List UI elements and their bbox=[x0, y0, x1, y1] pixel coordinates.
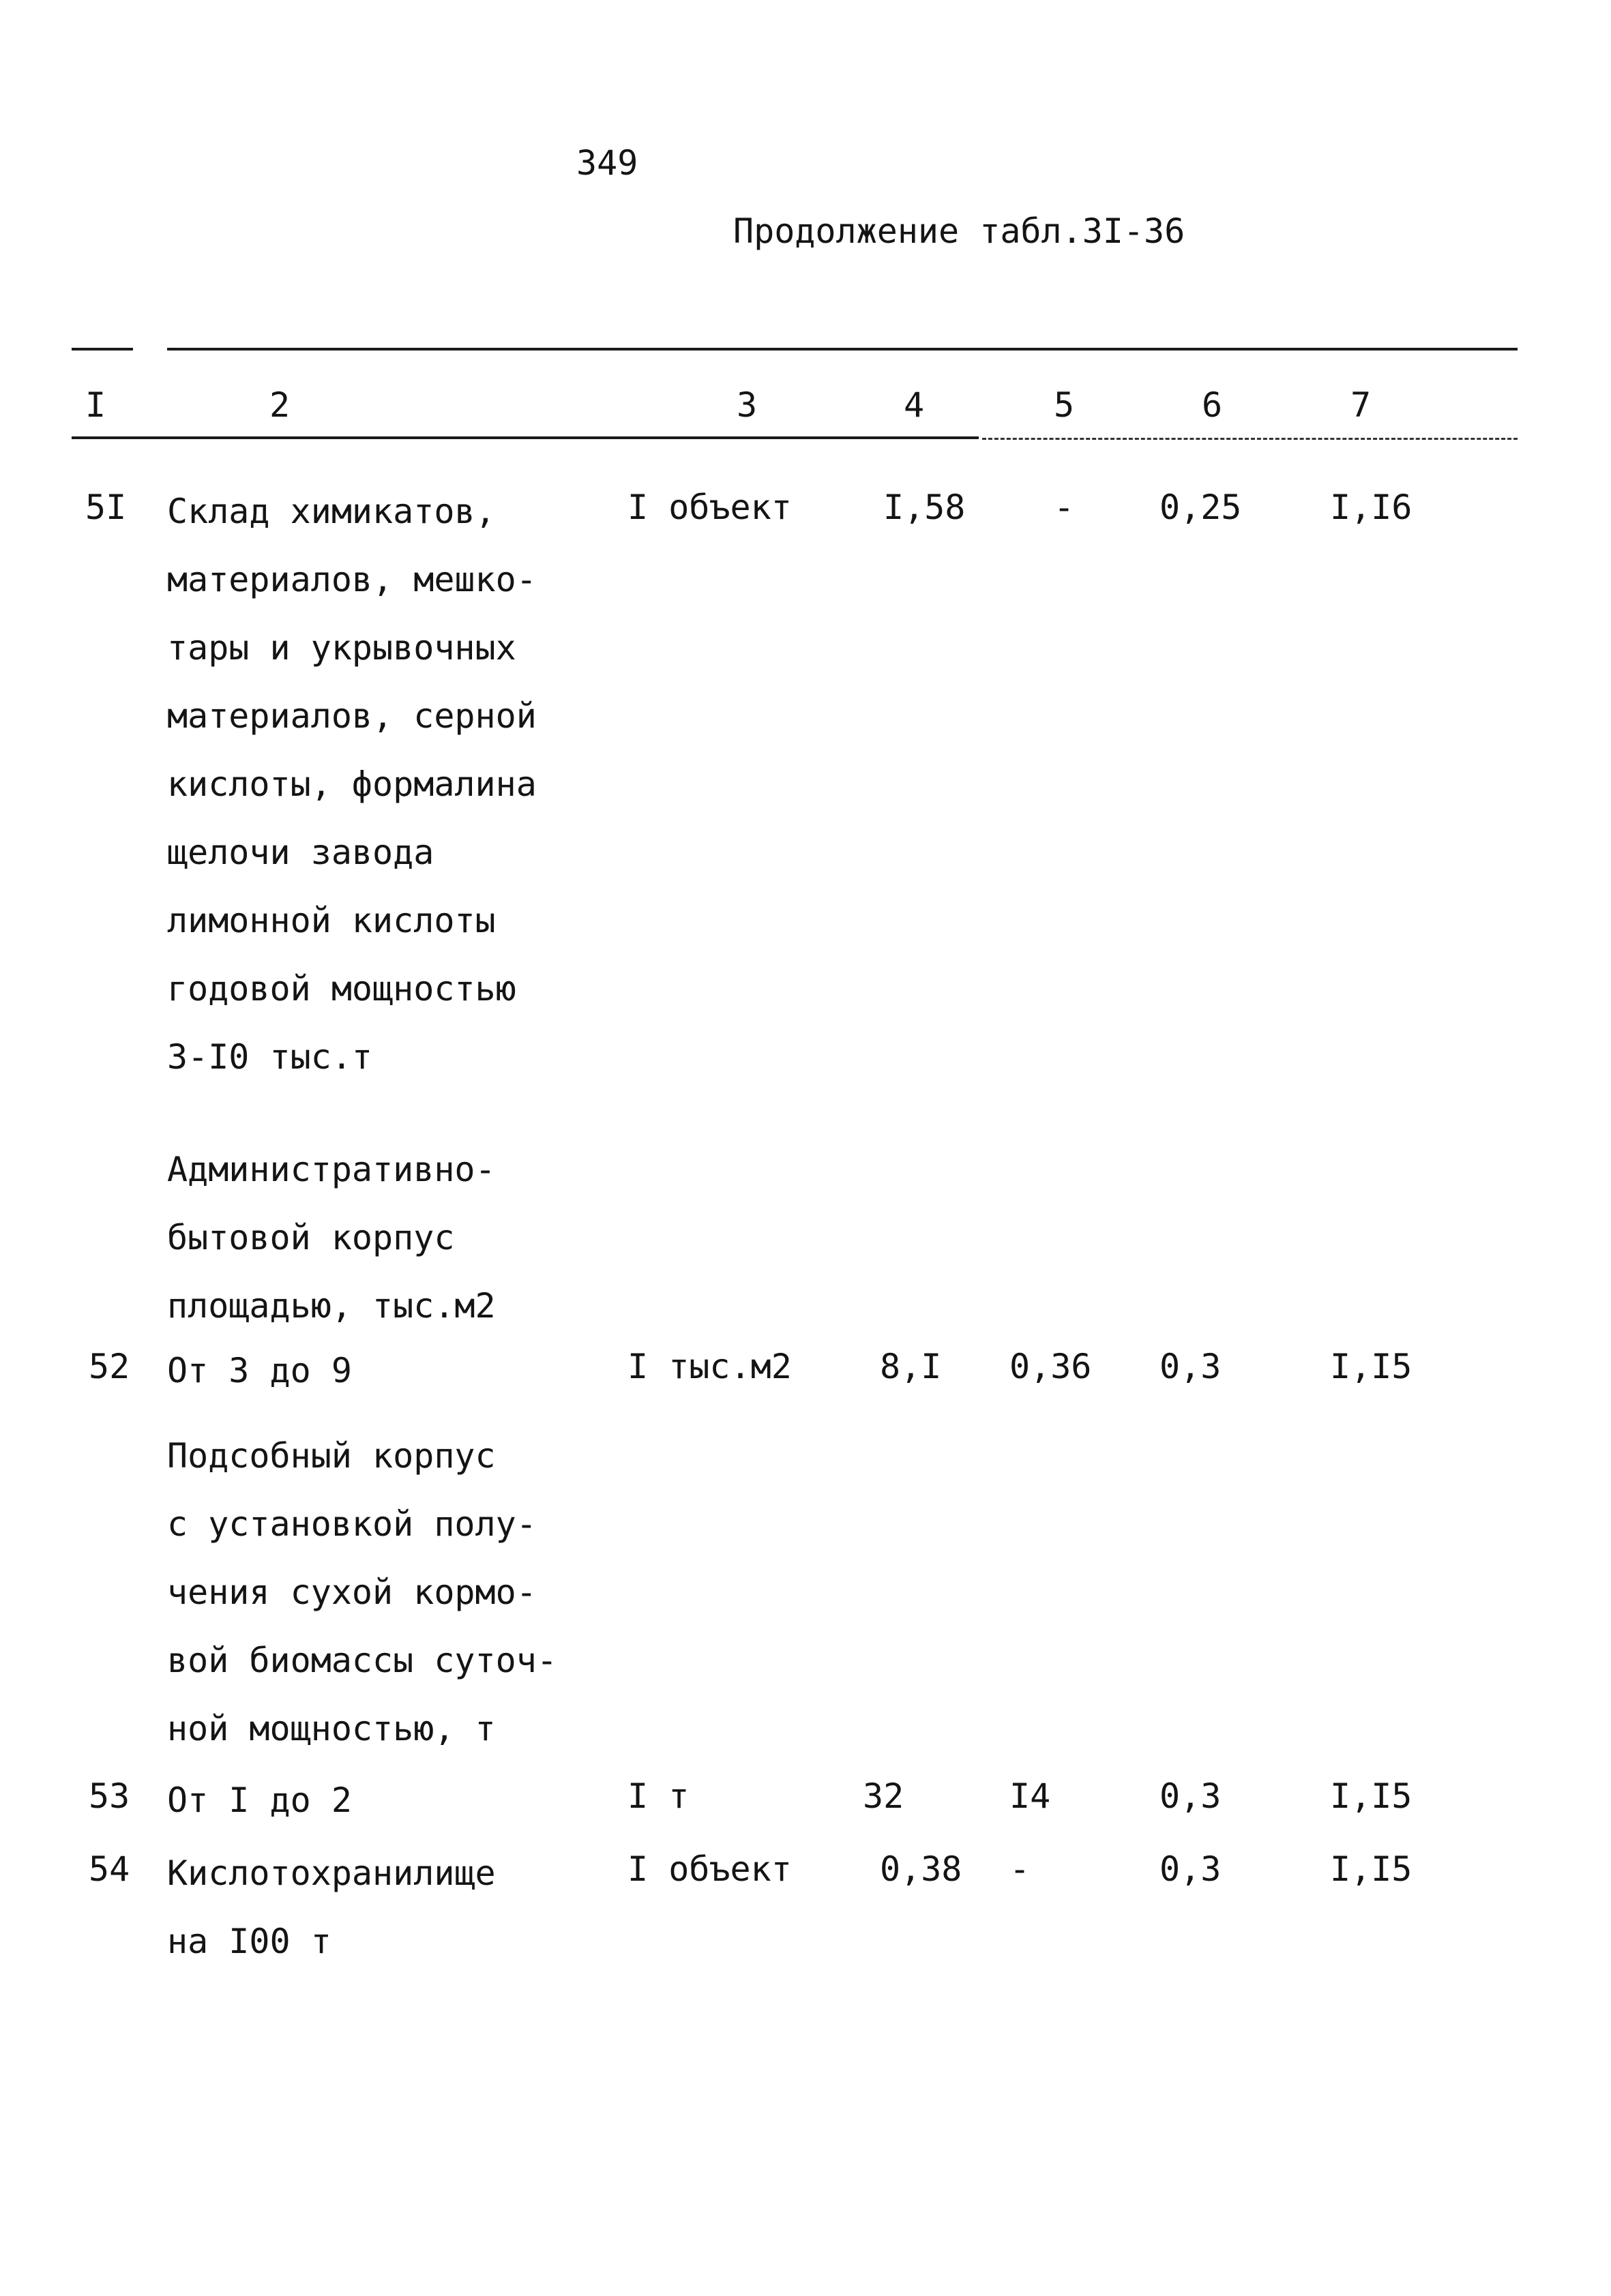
col6-cell: 0,3 bbox=[1159, 1849, 1222, 1889]
row-number: 53 bbox=[89, 1776, 130, 1816]
table-top-rule bbox=[72, 348, 133, 351]
row-description bbox=[167, 1337, 590, 1405]
group-heading bbox=[167, 1135, 590, 1340]
header-col-6: 6 bbox=[1202, 385, 1223, 425]
heading-line: площадью, тыс.м2 bbox=[167, 1286, 496, 1326]
header-col-2: 2 bbox=[269, 385, 291, 425]
header-col-4: 4 bbox=[904, 385, 925, 425]
row-number: 52 bbox=[89, 1347, 130, 1386]
description-line: Кислотохранилище bbox=[167, 1853, 496, 1893]
col7-cell: I,I6 bbox=[1330, 488, 1413, 527]
description-line: кислоты, формалина bbox=[167, 764, 537, 804]
description-line: материалов, мешко- bbox=[167, 560, 537, 599]
heading-line: Административно- bbox=[167, 1150, 496, 1189]
header-col-1: I bbox=[85, 385, 106, 425]
unit-cell: I объект bbox=[627, 1849, 792, 1889]
col4-cell: 8,I bbox=[880, 1347, 942, 1386]
header-col-3: 3 bbox=[737, 385, 758, 425]
group-heading bbox=[167, 1422, 590, 1763]
col4-cell: 0,38 bbox=[880, 1849, 962, 1889]
unit-cell: I тыс.м2 bbox=[627, 1347, 792, 1386]
description-line: материалов, серной bbox=[167, 696, 537, 736]
col7-cell: I,I5 bbox=[1330, 1849, 1413, 1889]
col7-cell: I,I5 bbox=[1330, 1776, 1413, 1816]
col6-cell: 0,25 bbox=[1159, 488, 1242, 527]
header-col-7: 7 bbox=[1350, 385, 1372, 425]
page-number: 349 bbox=[576, 143, 638, 183]
description-line: на I00 т bbox=[167, 1922, 331, 1961]
continuation-caption: Продолжение табл.3I-36 bbox=[733, 211, 1185, 251]
col4-cell: I,58 bbox=[883, 488, 966, 527]
description-line: От 3 до 9 bbox=[167, 1351, 352, 1390]
description-line: щелочи завода bbox=[167, 833, 434, 872]
description-line: От I до 2 bbox=[167, 1780, 352, 1820]
heading-line: вой биомассы суточ- bbox=[167, 1641, 557, 1680]
heading-line: Подсобный корпус bbox=[167, 1436, 496, 1476]
description-line: лимонной кислоты bbox=[167, 901, 496, 940]
col5-cell: I4 bbox=[1009, 1776, 1051, 1816]
table-top-rule bbox=[167, 348, 1518, 351]
col6-cell: 0,3 bbox=[1159, 1776, 1222, 1816]
heading-line: чения сухой кормо- bbox=[167, 1572, 537, 1612]
col4-cell: 32 bbox=[863, 1776, 904, 1816]
heading-line: бытовой корпус bbox=[167, 1218, 455, 1257]
row-number: 5I bbox=[85, 488, 127, 527]
row-description bbox=[167, 1766, 590, 1834]
description-line: Склад химикатов, bbox=[167, 492, 496, 531]
description-line: годовой мощностью bbox=[167, 969, 516, 1009]
header-bottom-rule bbox=[72, 436, 979, 439]
row-description bbox=[167, 1839, 590, 1976]
header-bottom-rule bbox=[982, 438, 1518, 440]
unit-cell: I объект bbox=[627, 488, 792, 527]
col5-cell: 0,36 bbox=[1009, 1347, 1092, 1386]
unit-cell: I т bbox=[627, 1776, 690, 1816]
row-number: 54 bbox=[89, 1849, 130, 1889]
header-col-5: 5 bbox=[1054, 385, 1075, 425]
row-description bbox=[167, 477, 590, 1091]
col6-cell: 0,3 bbox=[1159, 1347, 1222, 1386]
heading-line: ной мощностью, т bbox=[167, 1709, 496, 1748]
col5-cell: - bbox=[1054, 488, 1075, 527]
description-line: тары и укрывочных bbox=[167, 628, 516, 668]
col5-cell: - bbox=[1009, 1849, 1031, 1889]
description-line: 3-I0 тыс.т bbox=[167, 1037, 373, 1077]
col7-cell: I,I5 bbox=[1330, 1347, 1413, 1386]
heading-line: с установкой полу- bbox=[167, 1504, 537, 1544]
